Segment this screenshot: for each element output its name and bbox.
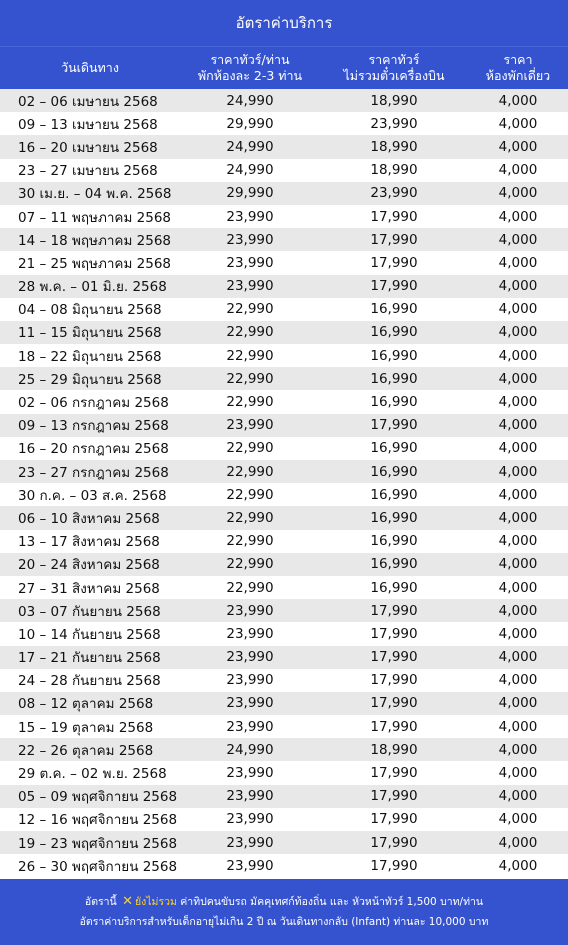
- cell-single: 4,000: [498, 185, 538, 202]
- cell-date: 05 – 09 พฤศจิกายน 2568: [18, 789, 178, 806]
- cell-date: 16 – 20 กรกฎาคม 2568: [18, 441, 169, 458]
- header-single-room: [468, 47, 568, 89]
- cell-single: 4,000: [498, 162, 538, 179]
- cell-no-flight: 16,990: [370, 324, 418, 341]
- table-row: [0, 159, 568, 182]
- table-body: [0, 89, 568, 877]
- table-row: [0, 761, 568, 784]
- cell-single: 4,000: [498, 278, 538, 295]
- cell-date: 21 – 25 พฤษภาคม 2568: [18, 255, 172, 272]
- x-icon: ✕: [122, 894, 133, 909]
- cell-price: 22,990: [226, 579, 274, 596]
- header-no-flight-line1: ราคาทัวร์: [368, 52, 420, 67]
- table-row: [0, 112, 568, 135]
- cell-price: 22,990: [226, 440, 274, 457]
- cell-price: 23,990: [226, 788, 274, 805]
- cell-single: 4,000: [498, 672, 538, 689]
- table-row: [0, 414, 568, 437]
- cell-no-flight: 17,990: [370, 625, 418, 642]
- cell-no-flight: 23,990: [370, 115, 418, 132]
- cell-date: 26 – 30 พฤศจิกายน 2568: [18, 858, 178, 875]
- cell-date: 07 – 11 พฤษภาคม 2568: [18, 209, 172, 226]
- cell-date: 28 พ.ค. – 01 มิ.ย. 2568: [18, 279, 167, 296]
- table-row: [0, 483, 568, 506]
- table-row: [0, 669, 568, 692]
- cell-price: 23,990: [226, 278, 274, 295]
- cell-date: 22 – 26 ตุลาคม 2568: [18, 742, 154, 759]
- table-row: [0, 506, 568, 529]
- cell-single: 4,000: [498, 394, 538, 411]
- table-row: [0, 298, 568, 321]
- cell-no-flight: 18,990: [370, 138, 418, 155]
- cell-no-flight: 16,990: [370, 579, 418, 596]
- cell-no-flight: 17,990: [370, 649, 418, 666]
- cell-price: 22,990: [226, 556, 274, 573]
- cell-single: 4,000: [498, 811, 538, 828]
- cell-date: 02 – 06 เมษายน 2568: [18, 93, 158, 110]
- cell-date: 15 – 19 ตุลาคม 2568: [18, 719, 154, 736]
- footer-highlight: ยังไม่รวม: [134, 896, 177, 908]
- cell-no-flight: 17,990: [370, 765, 418, 782]
- cell-single: 4,000: [498, 579, 538, 596]
- cell-no-flight: 17,990: [370, 811, 418, 828]
- cell-date: 12 – 16 พฤศจิกายน 2568: [18, 812, 178, 829]
- cell-price: 23,990: [226, 417, 274, 434]
- table-row: [0, 460, 568, 483]
- cell-price: 22,990: [226, 394, 274, 411]
- cell-date: 09 – 13 เมษายน 2568: [18, 116, 158, 133]
- header-no-flight: [320, 47, 468, 89]
- table-row: [0, 831, 568, 854]
- cell-price: 29,990: [226, 185, 274, 202]
- cell-date: 18 – 22 มิถุนายน 2568: [18, 348, 162, 365]
- cell-no-flight: 18,990: [370, 92, 418, 109]
- cell-date: 13 – 17 สิงหาคม 2568: [18, 534, 160, 551]
- cell-price: 22,990: [226, 347, 274, 364]
- cell-no-flight: 16,990: [370, 301, 418, 318]
- cell-no-flight: 17,990: [370, 788, 418, 805]
- table-row: [0, 622, 568, 645]
- cell-price: 24,990: [226, 741, 274, 758]
- cell-single: 4,000: [498, 254, 538, 271]
- table-row: [0, 205, 568, 228]
- cell-no-flight: 17,990: [370, 602, 418, 619]
- cell-single: 4,000: [498, 208, 538, 225]
- table-row: [0, 321, 568, 344]
- footer-line1-rest: ค่าทิปคนขับรถ มัคคุเทศก์ท้องถิ่น และ หัวหน้าทัวร์ 1,500 บาท/ท่าน: [180, 896, 484, 908]
- cell-single: 4,000: [498, 324, 538, 341]
- cell-date: 30 เม.ย. – 04 พ.ค. 2568: [18, 186, 172, 203]
- table-row: [0, 715, 568, 738]
- cell-single: 4,000: [498, 533, 538, 550]
- cell-date: 17 – 21 กันยายน 2568: [18, 650, 161, 667]
- cell-no-flight: 17,990: [370, 834, 418, 851]
- cell-date: 23 – 27 กรกฎาคม 2568: [18, 464, 169, 481]
- cell-single: 4,000: [498, 417, 538, 434]
- cell-date: 14 – 18 พฤษภาคม 2568: [18, 232, 172, 249]
- cell-date: 08 – 12 ตุลาคม 2568: [18, 696, 154, 713]
- cell-no-flight: 16,990: [370, 463, 418, 480]
- cell-single: 4,000: [498, 231, 538, 248]
- cell-price: 22,990: [226, 301, 274, 318]
- table-row: [0, 553, 568, 576]
- cell-single: 4,000: [498, 649, 538, 666]
- cell-price: 29,990: [226, 115, 274, 132]
- cell-price: 22,990: [226, 370, 274, 387]
- cell-no-flight: 16,990: [370, 370, 418, 387]
- table-row: [0, 854, 568, 877]
- cell-no-flight: 16,990: [370, 509, 418, 526]
- footer-line-2: [80, 912, 489, 932]
- cell-date: 09 – 13 กรกฎาคม 2568: [18, 418, 169, 435]
- cell-price: 23,990: [226, 649, 274, 666]
- cell-price: 24,990: [226, 92, 274, 109]
- cell-single: 4,000: [498, 463, 538, 480]
- header-price-share-line2: พักห้องละ 2-3 ท่าน: [197, 68, 303, 83]
- header-date-label: วันเดินทาง: [61, 60, 119, 75]
- cell-no-flight: 17,990: [370, 672, 418, 689]
- cell-single: 4,000: [498, 138, 538, 155]
- cell-single: 4,000: [498, 857, 538, 874]
- cell-no-flight: 16,990: [370, 347, 418, 364]
- footer-line2-text: อัตราค่าบริการสำหรับเด็กอายุไม่เกิน 2 ปี ณ วันเดินทางกลับ (Infant) ท่านละ 10,000 บาท: [79, 916, 489, 928]
- cell-single: 4,000: [498, 440, 538, 457]
- cell-no-flight: 17,990: [370, 231, 418, 248]
- cell-price: 23,990: [226, 208, 274, 225]
- table-title: [0, 0, 568, 46]
- cell-no-flight: 16,990: [370, 556, 418, 573]
- table-row: [0, 135, 568, 158]
- cell-date: 11 – 15 มิถุนายน 2568: [18, 325, 162, 342]
- cell-price: 22,990: [226, 463, 274, 480]
- header-no-flight-line2: ไม่รวมตั๋วเครื่องบิน: [343, 68, 445, 83]
- cell-no-flight: 16,990: [370, 440, 418, 457]
- cell-price: 23,990: [226, 231, 274, 248]
- cell-single: 4,000: [498, 115, 538, 132]
- cell-single: 4,000: [498, 556, 538, 573]
- cell-price: 23,990: [226, 672, 274, 689]
- cell-no-flight: 18,990: [370, 741, 418, 758]
- cell-price: 24,990: [226, 162, 274, 179]
- cell-single: 4,000: [498, 370, 538, 387]
- cell-price: 23,990: [226, 718, 274, 735]
- cell-date: 27 – 31 สิงหาคม 2568: [18, 580, 160, 597]
- table-row: [0, 228, 568, 251]
- cell-date: 29 ต.ค. – 02 พ.ย. 2568: [18, 766, 167, 783]
- cell-date: 04 – 08 มิถุนายน 2568: [18, 302, 162, 319]
- cell-date: 10 – 14 กันยายน 2568: [18, 626, 161, 643]
- cell-no-flight: 17,990: [370, 718, 418, 735]
- cell-no-flight: 16,990: [370, 486, 418, 503]
- cell-no-flight: 17,990: [370, 278, 418, 295]
- table-row: [0, 576, 568, 599]
- cell-single: 4,000: [498, 718, 538, 735]
- cell-single: 4,000: [498, 741, 538, 758]
- header-single-line1: ราคา: [503, 52, 533, 67]
- table-row: [0, 738, 568, 761]
- cell-price: 23,990: [226, 254, 274, 271]
- cell-no-flight: 17,990: [370, 857, 418, 874]
- cell-single: 4,000: [498, 695, 538, 712]
- footer-line-1: [85, 892, 483, 912]
- cell-date: 30 ก.ค. – 03 ส.ค. 2568: [18, 487, 167, 504]
- cell-price: 23,990: [226, 695, 274, 712]
- cell-date: 25 – 29 มิถุนายน 2568: [18, 371, 162, 388]
- cell-no-flight: 16,990: [370, 394, 418, 411]
- table-row: [0, 530, 568, 553]
- header-date: [0, 47, 180, 89]
- cell-single: 4,000: [498, 788, 538, 805]
- cell-no-flight: 16,990: [370, 533, 418, 550]
- table-footer: [0, 879, 568, 945]
- cell-price: 22,990: [226, 324, 274, 341]
- cell-no-flight: 17,990: [370, 254, 418, 271]
- cell-single: 4,000: [498, 834, 538, 851]
- cell-single: 4,000: [498, 347, 538, 364]
- table-header: [0, 46, 568, 89]
- cell-no-flight: 17,990: [370, 695, 418, 712]
- table-row: [0, 182, 568, 205]
- cell-single: 4,000: [498, 509, 538, 526]
- cell-date: 02 – 06 กรกฎาคม 2568: [18, 395, 169, 412]
- cell-price: 23,990: [226, 811, 274, 828]
- cell-no-flight: 17,990: [370, 417, 418, 434]
- table-row: [0, 599, 568, 622]
- table-row: [0, 785, 568, 808]
- cell-single: 4,000: [498, 602, 538, 619]
- table-row: [0, 692, 568, 715]
- cell-no-flight: 17,990: [370, 208, 418, 225]
- table-title-text: อัตราค่าบริการ: [235, 14, 333, 32]
- cell-date: 20 – 24 สิงหาคม 2568: [18, 557, 160, 574]
- table-row: [0, 367, 568, 390]
- cell-single: 4,000: [498, 301, 538, 318]
- header-price-share-line1: ราคาทัวร์/ท่าน: [210, 52, 290, 67]
- cell-price: 23,990: [226, 602, 274, 619]
- header-single-line2: ห้องพักเดี่ยว: [485, 68, 551, 83]
- cell-no-flight: 18,990: [370, 162, 418, 179]
- table-row: [0, 275, 568, 298]
- cell-price: 22,990: [226, 486, 274, 503]
- table-row: [0, 89, 568, 112]
- cell-single: 4,000: [498, 92, 538, 109]
- cell-price: 22,990: [226, 533, 274, 550]
- cell-date: 03 – 07 กันยายน 2568: [18, 603, 161, 620]
- cell-date: 24 – 28 กันยายน 2568: [18, 673, 161, 690]
- cell-price: 24,990: [226, 138, 274, 155]
- cell-price: 23,990: [226, 857, 274, 874]
- table-row: [0, 646, 568, 669]
- table-row: [0, 437, 568, 460]
- cell-single: 4,000: [498, 765, 538, 782]
- cell-single: 4,000: [498, 486, 538, 503]
- footer-prefix: อัตรานี้: [84, 896, 117, 908]
- cell-date: 23 – 27 เมษายน 2568: [18, 163, 158, 180]
- cell-date: 16 – 20 เมษายน 2568: [18, 139, 158, 156]
- header-price-share: [180, 47, 320, 89]
- cell-price: 22,990: [226, 509, 274, 526]
- cell-price: 23,990: [226, 765, 274, 782]
- cell-single: 4,000: [498, 625, 538, 642]
- table-row: [0, 808, 568, 831]
- cell-no-flight: 23,990: [370, 185, 418, 202]
- cell-date: 19 – 23 พฤศจิกายน 2568: [18, 835, 178, 852]
- table-row: [0, 344, 568, 367]
- cell-price: 23,990: [226, 625, 274, 642]
- table-row: [0, 251, 568, 274]
- cell-price: 23,990: [226, 834, 274, 851]
- cell-date: 06 – 10 สิงหาคม 2568: [18, 510, 160, 527]
- table-row: [0, 390, 568, 413]
